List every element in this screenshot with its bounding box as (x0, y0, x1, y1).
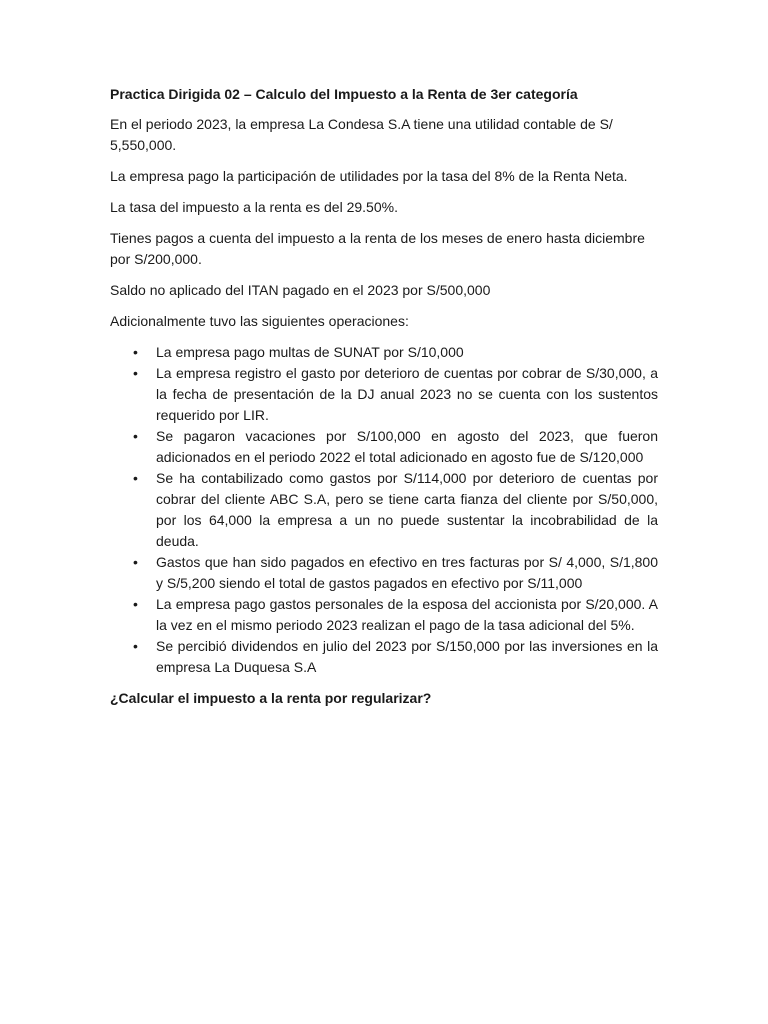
list-item (110, 552, 658, 594)
bullet-icon: • (133, 365, 138, 381)
paragraph-participacion-utilidades: La empresa pago la participación de utilidades por la tasa del 8% de la Renta Neta. (110, 168, 628, 184)
paragraph-tasa-impuesto: La tasa del impuesto a la renta es del 29.50%. (110, 199, 398, 215)
paragraph-utilidad-contable: En el periodo 2023, la empresa La Condesa S.A tiene una utilidad contable de S/ 5,550,000. (110, 116, 613, 153)
bullet-icon: • (133, 554, 138, 570)
question-heading: ¿Calcular el impuesto a la renta por regularizar? (110, 690, 432, 706)
document-title: Practica Dirigida 02 – Calculo del Impuesto a la Renta de 3er categoría (110, 86, 578, 102)
list-item (110, 363, 658, 426)
list-item-text: Se ha contabilizado como gastos por S/114,000 por deterioro de cuentas por cobrar del cliente ABC S.A, pero se tiene carta fianza del cliente por S/50,000, por los 64,000 la empresa a un no puede sustentar la incobrabilidad de la deuda. (156, 470, 658, 549)
bullet-icon: • (133, 638, 138, 654)
list-item (110, 468, 658, 552)
bullet-icon: • (133, 596, 138, 612)
list-item-text: Se pagaron vacaciones por S/100,000 en agosto del 2023, que fueron adicionados en el periodo 2022 el total adicionado en agosto fue de S/120,000 (156, 428, 658, 465)
paragraph-operaciones-intro: Adicionalmente tuvo las siguientes operaciones: (110, 313, 409, 329)
list-item (110, 426, 658, 468)
document-page (110, 84, 658, 709)
list-item-text: La empresa pago gastos personales de la esposa del accionista por S/20,000. A la vez en el mismo periodo 2023 realizan el pago de la tasa adicional del 5%. (156, 596, 658, 633)
bullet-icon: • (133, 428, 138, 444)
list-item-text: La empresa registro el gasto por deterioro de cuentas por cobrar de S/30,000, a la fecha de presentación de la DJ anual 2023 no se cuenta con los sustentos requerido por LIR. (156, 365, 658, 423)
bullet-icon: • (133, 344, 138, 360)
list-item (110, 342, 658, 363)
operations-list (110, 342, 658, 678)
paragraph-pagos-a-cuenta: Tienes pagos a cuenta del impuesto a la renta de los meses de enero hasta diciembre por S/200,000. (110, 230, 645, 267)
list-item-text: Gastos que han sido pagados en efectivo en tres facturas por S/ 4,000, S/1,800 y S/5,200 siendo el total de gastos pagados en efectivo por S/11,000 (156, 554, 658, 591)
list-item (110, 594, 658, 636)
paragraph-saldo-itan: Saldo no aplicado del ITAN pagado en el 2023 por S/500,000 (110, 282, 491, 298)
list-item (110, 636, 658, 678)
list-item-text: La empresa pago multas de SUNAT por S/10,000 (156, 344, 464, 360)
list-item-text: Se percibió dividendos en julio del 2023 por S/150,000 por las inversiones en la empresa La Duquesa S.A (156, 638, 658, 675)
bullet-icon: • (133, 470, 138, 486)
